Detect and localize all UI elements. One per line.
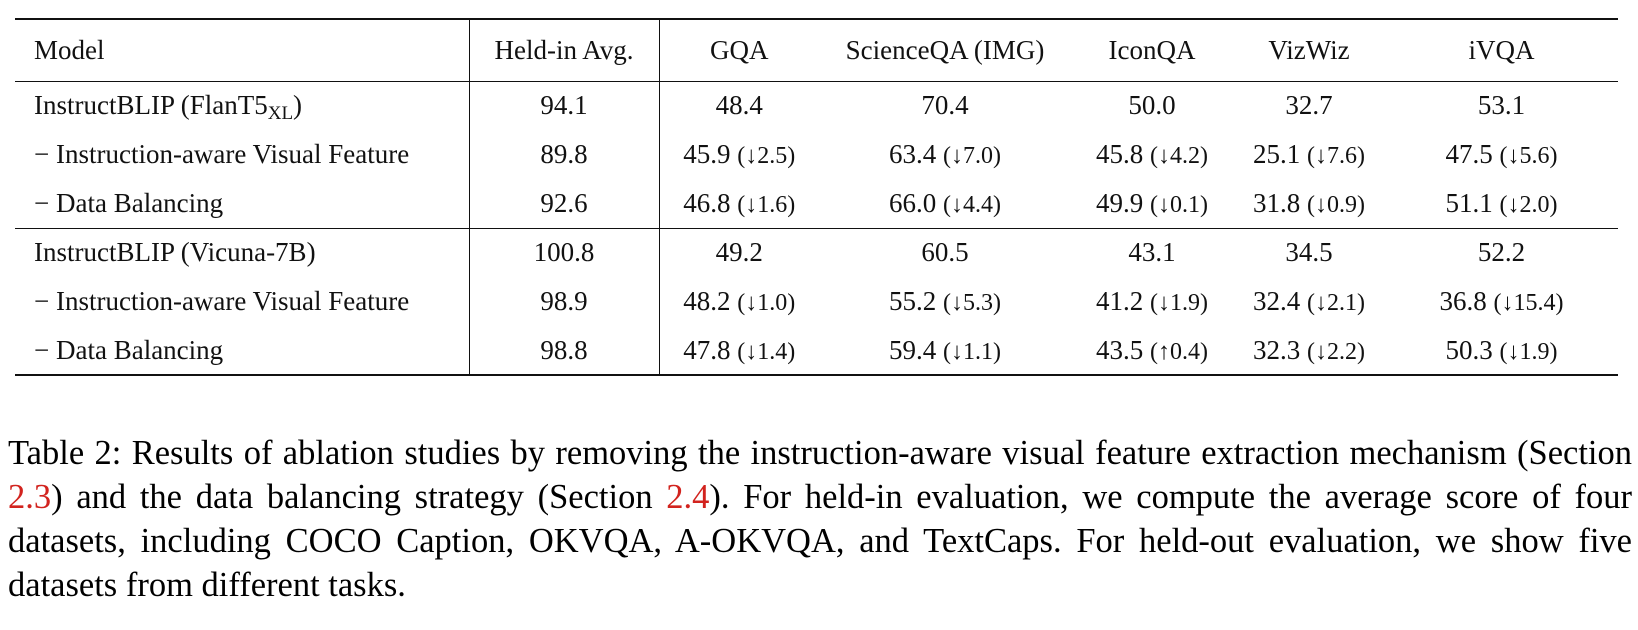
vizwiz-cell: 25.1 (↓7.6) bbox=[1253, 139, 1365, 169]
delta-value: (↓4.4) bbox=[943, 191, 1001, 218]
model-name-subscript: XL bbox=[267, 103, 294, 125]
ablation-name-cell: − Instruction-aware Visual Feature bbox=[15, 130, 469, 179]
column-header-held-in-avg: Held-in Avg. bbox=[469, 19, 659, 81]
column-header-vizwiz: VizWiz bbox=[1268, 34, 1350, 65]
iconqa-cell: 50.0 bbox=[1128, 90, 1176, 121]
table-row-ablation-visual-feature bbox=[15, 130, 1618, 179]
column-header-gqa: GQA bbox=[710, 34, 769, 65]
held-in-avg-cell: 98.8 bbox=[469, 326, 659, 375]
scienceqa-cell: 59.4 (↓1.1) bbox=[889, 334, 1001, 365]
vizwiz-cell: 32.4 (↓2.1) bbox=[1253, 286, 1365, 316]
delta-value: (↓0.1) bbox=[1150, 191, 1208, 218]
scienceqa-cell: 63.4 (↓7.0) bbox=[889, 139, 1001, 169]
delta-value: (↓5.6) bbox=[1499, 143, 1558, 169]
ivqa-cell: 52.2 bbox=[1385, 228, 1618, 277]
scienceqa-cell: 70.4 bbox=[921, 90, 969, 121]
delta-value: (↓4.2) bbox=[1150, 143, 1208, 169]
delta-value: (↓7.6) bbox=[1307, 143, 1365, 169]
delta-value: (↓7.0) bbox=[943, 143, 1001, 169]
delta-value: (↓1.6) bbox=[737, 191, 796, 218]
iconqa-cell: 49.9 (↓0.1) bbox=[1096, 187, 1208, 218]
ablation-name-cell: − Instruction-aware Visual Feature bbox=[15, 277, 469, 326]
ivqa-cell: 50.3 (↓1.9) bbox=[1445, 334, 1558, 365]
section-reference-link[interactable]: 2.3 bbox=[8, 478, 52, 516]
delta-value: (↑0.4) bbox=[1150, 338, 1208, 365]
delta-value: (↓15.4) bbox=[1493, 290, 1564, 316]
ivqa-cell: 47.5 (↓5.6) bbox=[1445, 139, 1558, 169]
table-caption: Table 2: Results of ablation studies by removing the instruction-aware visual feature extraction mechanism (Section 2.3) and the data balancing strategy (Section 2.4). For held-in evaluation, we compute the average score of four datasets, including COCO Caption, OKVQA, A-OKVQA, and TextCaps. For held-out evaluation, we show five datasets from different tasks. bbox=[8, 434, 1633, 604]
vizwiz-cell: 32.7 bbox=[1285, 90, 1333, 121]
column-header-ivqa: iVQA bbox=[1468, 34, 1535, 65]
delta-value: (↓1.0) bbox=[737, 290, 796, 316]
iconqa-cell: 41.2 (↓1.9) bbox=[1096, 286, 1208, 316]
table-header-row bbox=[15, 19, 1618, 81]
table-row-ablation-data-balancing bbox=[15, 326, 1618, 375]
vizwiz-cell: 34.5 bbox=[1233, 228, 1385, 277]
vizwiz-cell: 32.3 (↓2.2) bbox=[1253, 334, 1365, 365]
gqa-cell: 49.2 bbox=[659, 228, 819, 277]
delta-value: (↓1.9) bbox=[1150, 290, 1208, 316]
iconqa-cell: 45.8 (↓4.2) bbox=[1096, 139, 1208, 169]
ivqa-cell: 51.1 (↓2.0) bbox=[1445, 187, 1558, 218]
gqa-cell: 45.9 (↓2.5) bbox=[683, 139, 796, 169]
iconqa-cell: 43.5 (↑0.4) bbox=[1096, 334, 1208, 365]
ivqa-cell: 53.1 bbox=[1477, 90, 1526, 121]
delta-value: (↓2.1) bbox=[1307, 290, 1365, 316]
ablation-name-cell: − Data Balancing bbox=[15, 326, 469, 375]
iconqa-cell: 43.1 bbox=[1071, 228, 1233, 277]
scienceqa-cell: 60.5 bbox=[819, 228, 1071, 277]
held-in-avg-cell: 100.8 bbox=[469, 228, 659, 277]
gqa-cell: 48.2 (↓1.0) bbox=[683, 286, 796, 316]
vizwiz-cell: 31.8 (↓0.9) bbox=[1253, 187, 1365, 218]
column-header-model: Model bbox=[15, 19, 469, 81]
table-row-base-vicuna bbox=[15, 228, 1618, 277]
gqa-cell: 48.4 bbox=[715, 90, 763, 121]
section-reference-link[interactable]: 2.4 bbox=[666, 478, 710, 516]
table-row-ablation-data-balancing bbox=[15, 179, 1618, 228]
table-row-ablation-visual-feature bbox=[15, 277, 1618, 326]
delta-value: (↓0.9) bbox=[1307, 191, 1365, 218]
delta-value: (↓1.1) bbox=[943, 338, 1001, 365]
gqa-cell: 47.8 (↓1.4) bbox=[683, 334, 796, 365]
held-in-avg-cell: 98.9 bbox=[469, 277, 659, 326]
ablation-results-table bbox=[15, 18, 1618, 376]
model-name-cell: InstructBLIP $(FlanT5_{XL})$ bbox=[15, 81, 469, 130]
gqa-cell: 46.8 (↓1.6) bbox=[683, 187, 796, 218]
delta-value: (↓5.3) bbox=[943, 290, 1001, 316]
ivqa-cell: 36.8 (↓15.4) bbox=[1439, 286, 1564, 316]
column-header-scienceqa: ScienceQA (IMG) bbox=[845, 34, 1045, 65]
ablation-name-cell: − Data Balancing bbox=[15, 179, 469, 228]
held-in-avg-cell: 89.8 bbox=[469, 130, 659, 179]
held-in-avg-cell: 92.6 bbox=[469, 179, 659, 228]
table-row-base-flant5 bbox=[15, 81, 1618, 130]
delta-value: (↓1.9) bbox=[1499, 338, 1558, 365]
delta-value: (↓2.5) bbox=[737, 143, 796, 169]
delta-value: (↓1.4) bbox=[737, 338, 796, 365]
delta-value: (↓2.0) bbox=[1499, 191, 1558, 218]
scienceqa-cell: 55.2 (↓5.3) bbox=[889, 286, 1001, 316]
held-in-avg-cell: 94.1 bbox=[469, 81, 659, 130]
delta-value: (↓2.2) bbox=[1307, 338, 1365, 365]
column-header-iconqa: IconQA bbox=[1108, 34, 1196, 65]
scienceqa-cell: 66.0 (↓4.4) bbox=[889, 187, 1001, 218]
model-name-cell: InstructBLIP (Vicuna-7B) bbox=[15, 228, 469, 277]
